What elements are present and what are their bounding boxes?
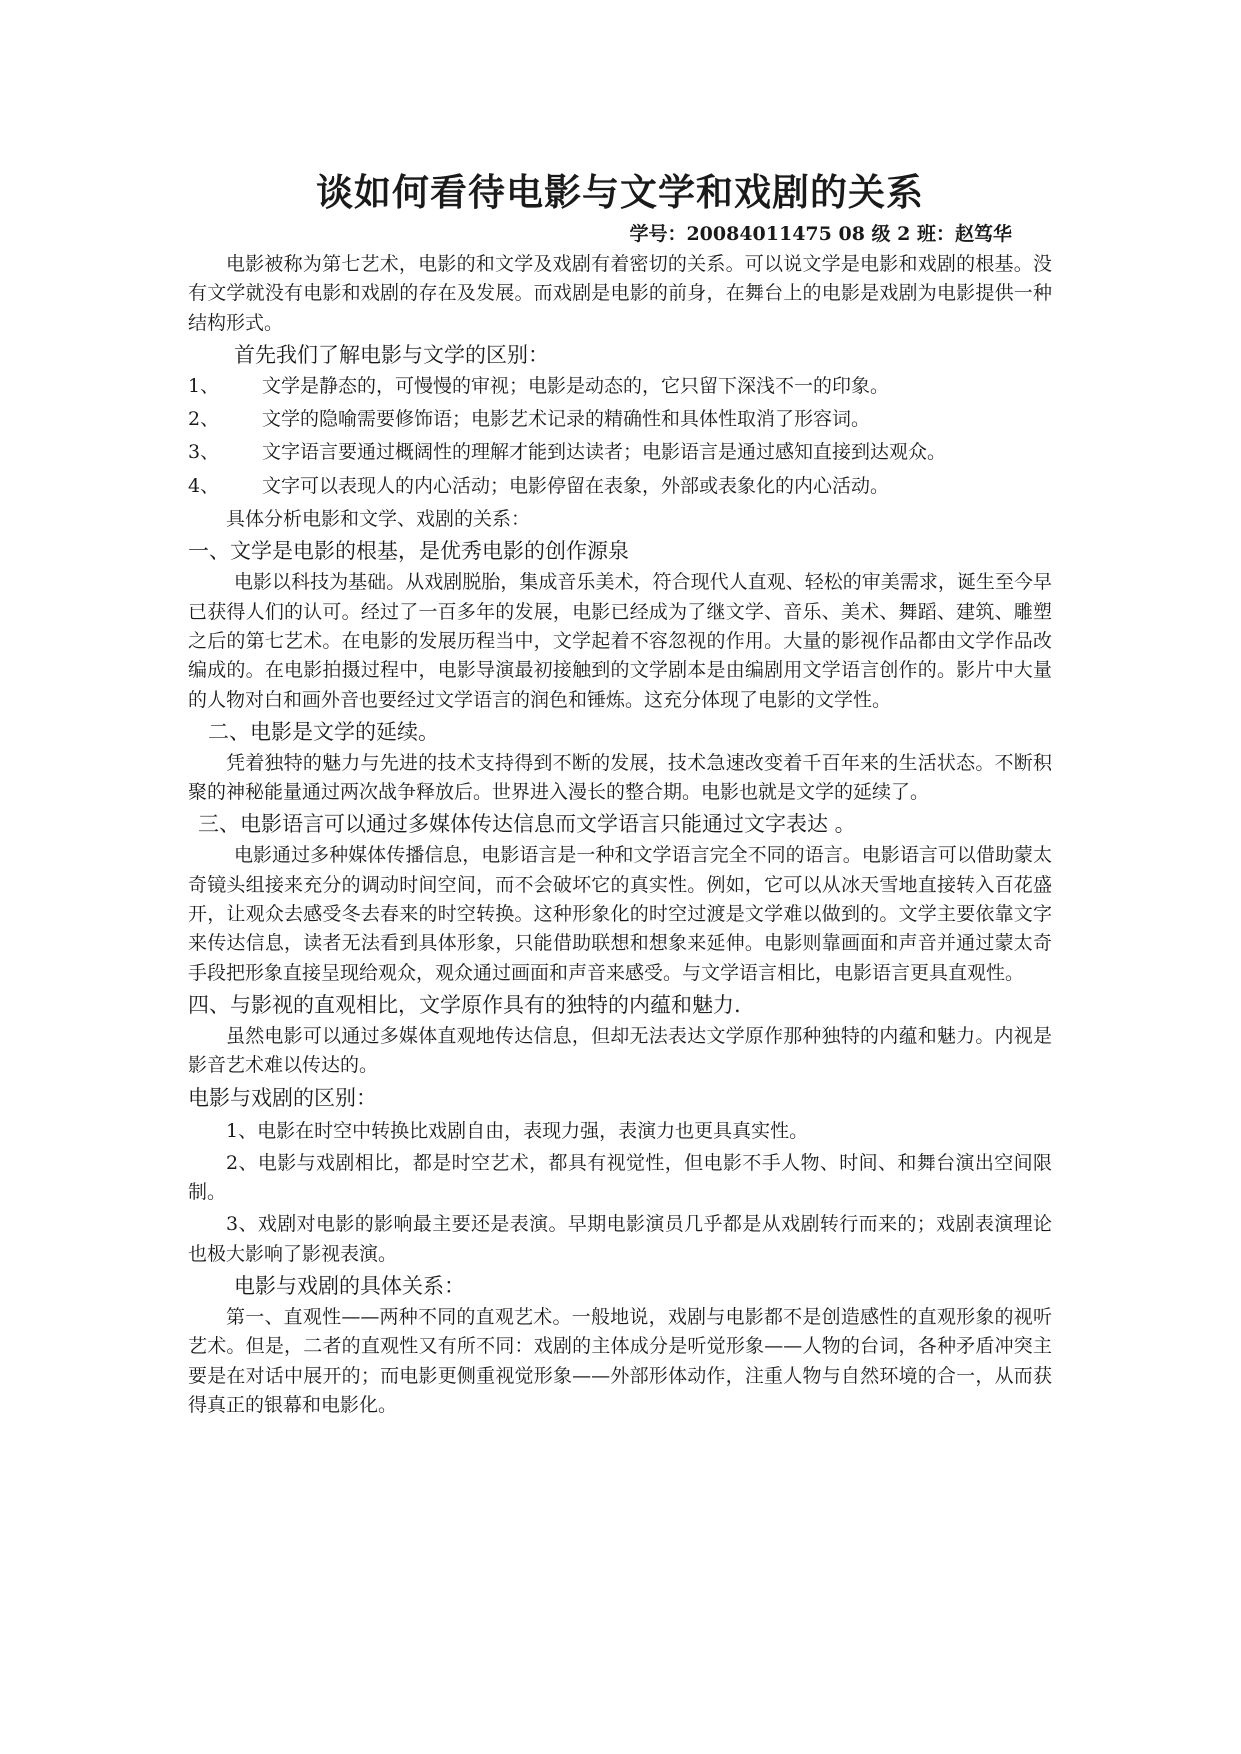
document-body — [188, 250, 1052, 1420]
section-body-3: 电影通过多种媒体传播信息，电影语言是一种和文学语言完全不同的语言。电影语言可以借助蒙太奇镜头组接来充分的调动时间空间，而不会破坏它的真实性。例如，它可以从冰天雪地直接转入百花盛开，让观众去感受冬去春来的时空转换。这种形象化的时空过渡是文学难以做到的。文学主要依靠文字来传达信息，读者无法看到具体形象，只能借助联想和想象来延伸。电影则靠画面和声音并通过蒙太奇手段把形象直接呈现给观众，观众通过画面和声音来感受。与文学语言相比，电影语言更具直观性。 — [188, 844, 1052, 984]
list-item-number: 2、 — [188, 408, 220, 431]
section-heading-3: 三、电影语言可以通过多媒体传达信息而文学语言只能通过文字表达 。 — [198, 812, 856, 837]
section-body-2: 凭着独特的魅力与先进的技术支持得到不断的发展，技术急速改变着千百年来的生活状态。不断积聚的神秘能量通过两次战争释放后。世界进入漫长的整合期。电影也就是文学的延续了。 — [188, 751, 1052, 804]
list-item — [188, 405, 1052, 434]
drama-item: 2、电影与戏剧相比，都是时空艺术，都具有视觉性，但电影不手人物、时间、和舞台演出空间限制。 — [188, 1151, 1052, 1204]
author-byline: 学号：20084011475 08 级 2 班：赵笃华 — [629, 223, 1012, 245]
list-item-number: 1、 — [188, 374, 220, 397]
section-heading-4: 四、与影视的直观相比，文学原作具有的独特的内蕴和魅力. — [188, 992, 741, 1017]
list-item-number: 3、 — [188, 441, 220, 464]
list-item — [188, 372, 1052, 401]
section-heading-2: 二、电影是文学的延续。 — [208, 719, 439, 744]
list-item — [188, 472, 1052, 501]
analysis-intro: 具体分析电影和文学、戏剧的关系： — [226, 508, 531, 531]
document-title: 谈如何看待电影与文学和戏剧的关系 — [316, 170, 924, 214]
drama-item: 1、电影在时空中转换比戏剧自由，表现力强，表演力也更具真实性。 — [226, 1119, 809, 1142]
list-item-text: 文字语言要通过概阔性的理解才能到达读者；电影语言是通过感知直接到达观众。 — [262, 441, 947, 464]
drama-item: 3、戏剧对电影的影响最主要还是表演。早期电影演员几乎都是从戏剧转行而来的；戏剧表演理论也极大影响了影视表演。 — [188, 1213, 1052, 1265]
list-item-number: 4、 — [188, 474, 220, 497]
differences-heading: 首先我们了解电影与文学的区别： — [234, 342, 549, 367]
list-item-text: 文学的隐喻需要修饰语；电影艺术记录的精确性和具体性取消了形容词。 — [262, 408, 871, 431]
relation-heading: 电影与戏剧的具体关系： — [234, 1274, 465, 1299]
relation-body: 第一、直观性——两种不同的直观艺术。一般地说，戏剧与电影都不是创造感性的直观形象的视听艺术。但是，二者的直观性又有所不同：戏剧的主体成分是听觉形象——人物的台词，各种矛盾冲突主要是在对话中展开的；而电影更侧重视觉形象——外部形体动作，注重人物与自然环境的合一，从而获得真正的银幕和电影化。 — [188, 1306, 1052, 1416]
drama-differences-heading: 电影与戏剧的区别： — [188, 1085, 377, 1110]
section-body-4: 虽然电影可以通过多媒体直观地传达信息，但却无法表达文学原作那种独特的内蕴和魅力。内视是影音艺术难以传达的。 — [188, 1024, 1052, 1077]
section-body-1: 电影以科技为基础。从戏剧脱胎，集成音乐美术，符合现代人直观、轻松的审美需求，诞生至今早已获得人们的认可。经过了一百多年的发展，电影已经成为了继文学、音乐、美术、舞蹈、建筑、雕塑之后的第七艺术。在电影的发展历程当中，文学起着不容忽视的作用。大量的影视作品都由文学作品改编成的。在电影拍摄过程中，电影导演最初接触到的文学剧本是由编剧用文学语言创作的。影片中大量的人物对白和画外音也要经过文学语言的润色和锤炼。这充分体现了电影的文学性。 — [188, 571, 1052, 711]
list-item-text: 文学是静态的，可慢慢的审视；电影是动态的，它只留下深浅不一的印象。 — [262, 374, 890, 397]
section-heading-1: 一、文学是电影的根基，是优秀电影的创作源泉 — [188, 539, 629, 564]
intro-paragraph: 电影被称为第七艺术，电影的和文学及戏剧有着密切的关系。可以说文学是电影和戏剧的根基。没有文学就没有电影和戏剧的存在及发展。而戏剧是电影的前身，在舞台上的电影是戏剧为电影提供一种结构形式。 — [188, 253, 1052, 334]
list-item — [188, 438, 1052, 467]
list-item-text: 文字可以表现人的内心活动；电影停留在表象，外部或表象化的内心活动。 — [262, 474, 890, 497]
